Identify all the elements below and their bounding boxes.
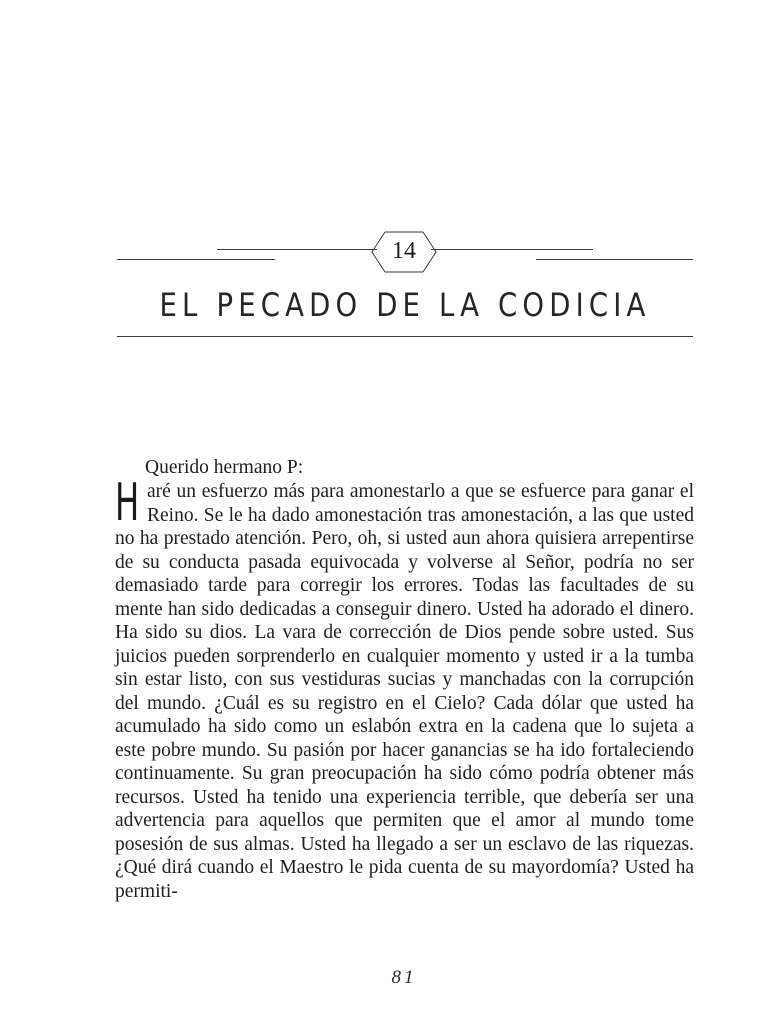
top-rule-right-inner [431, 249, 593, 250]
chapter-header [0, 0, 768, 360]
chapter-number-badge [371, 231, 437, 273]
salutation: Querido hermano P: [145, 457, 304, 478]
letter-body [115, 456, 694, 903]
chapter-title: EL PECADO DE LA CODICIA [159, 286, 651, 324]
title-underline [117, 336, 693, 337]
letter-paragraph-text: aré un esfuerzo más para amonestarlo a que se esfuerce para ganar el Reino. Se le ha dado amonestación tras amonestación, a las que usted no ha prestado atención. Pero, oh, si usted aun ahora quisiera arrepentirse de su conducta pasada equivocada y volverse al Señor, podría no ser demasiado tarde para corregir los errores. Todas las facultades de su mente han sido dedicadas a conseguir dinero. Usted ha adorado el dinero. Ha sido su dios. La vara de corrección de Dios pende sobre usted. Sus juicios pueden sorprenderlo en cualquier momento y usted ir a la tumba sin estar listo, con sus vestiduras sucias y manchadas con la corrupción del mundo. ¿Cuál es su registro en el Cielo? Cada dólar que usted ha acumulado ha sido como un eslabón extra en la cadena que lo sujeta a este pobre mundo. Su pasión por hacer ganancias se ha ido fortaleciendo continuamente. Su gran preocupación ha sido cómo podría obtener más recursos. Usted ha tenido una experiencia terrible, que debería ser una advertencia para aquellos que permiten que el amor al mundo tome posesión de sus almas. Usted ha llegado a ser un esclavo de las riquezas. ¿Qué dirá cuando el Maestro le pida cuenta de su mayordomía? Usted ha permiti- [115, 481, 694, 902]
chapter-number: 14 [392, 238, 416, 264]
letter-paragraph [115, 473, 694, 903]
top-rule-left-inner [217, 249, 377, 250]
top-rule-right-outer [536, 259, 693, 260]
page-number: 81 [391, 967, 417, 988]
top-rule-left-outer [117, 259, 275, 260]
drop-cap: H [115, 473, 140, 533]
